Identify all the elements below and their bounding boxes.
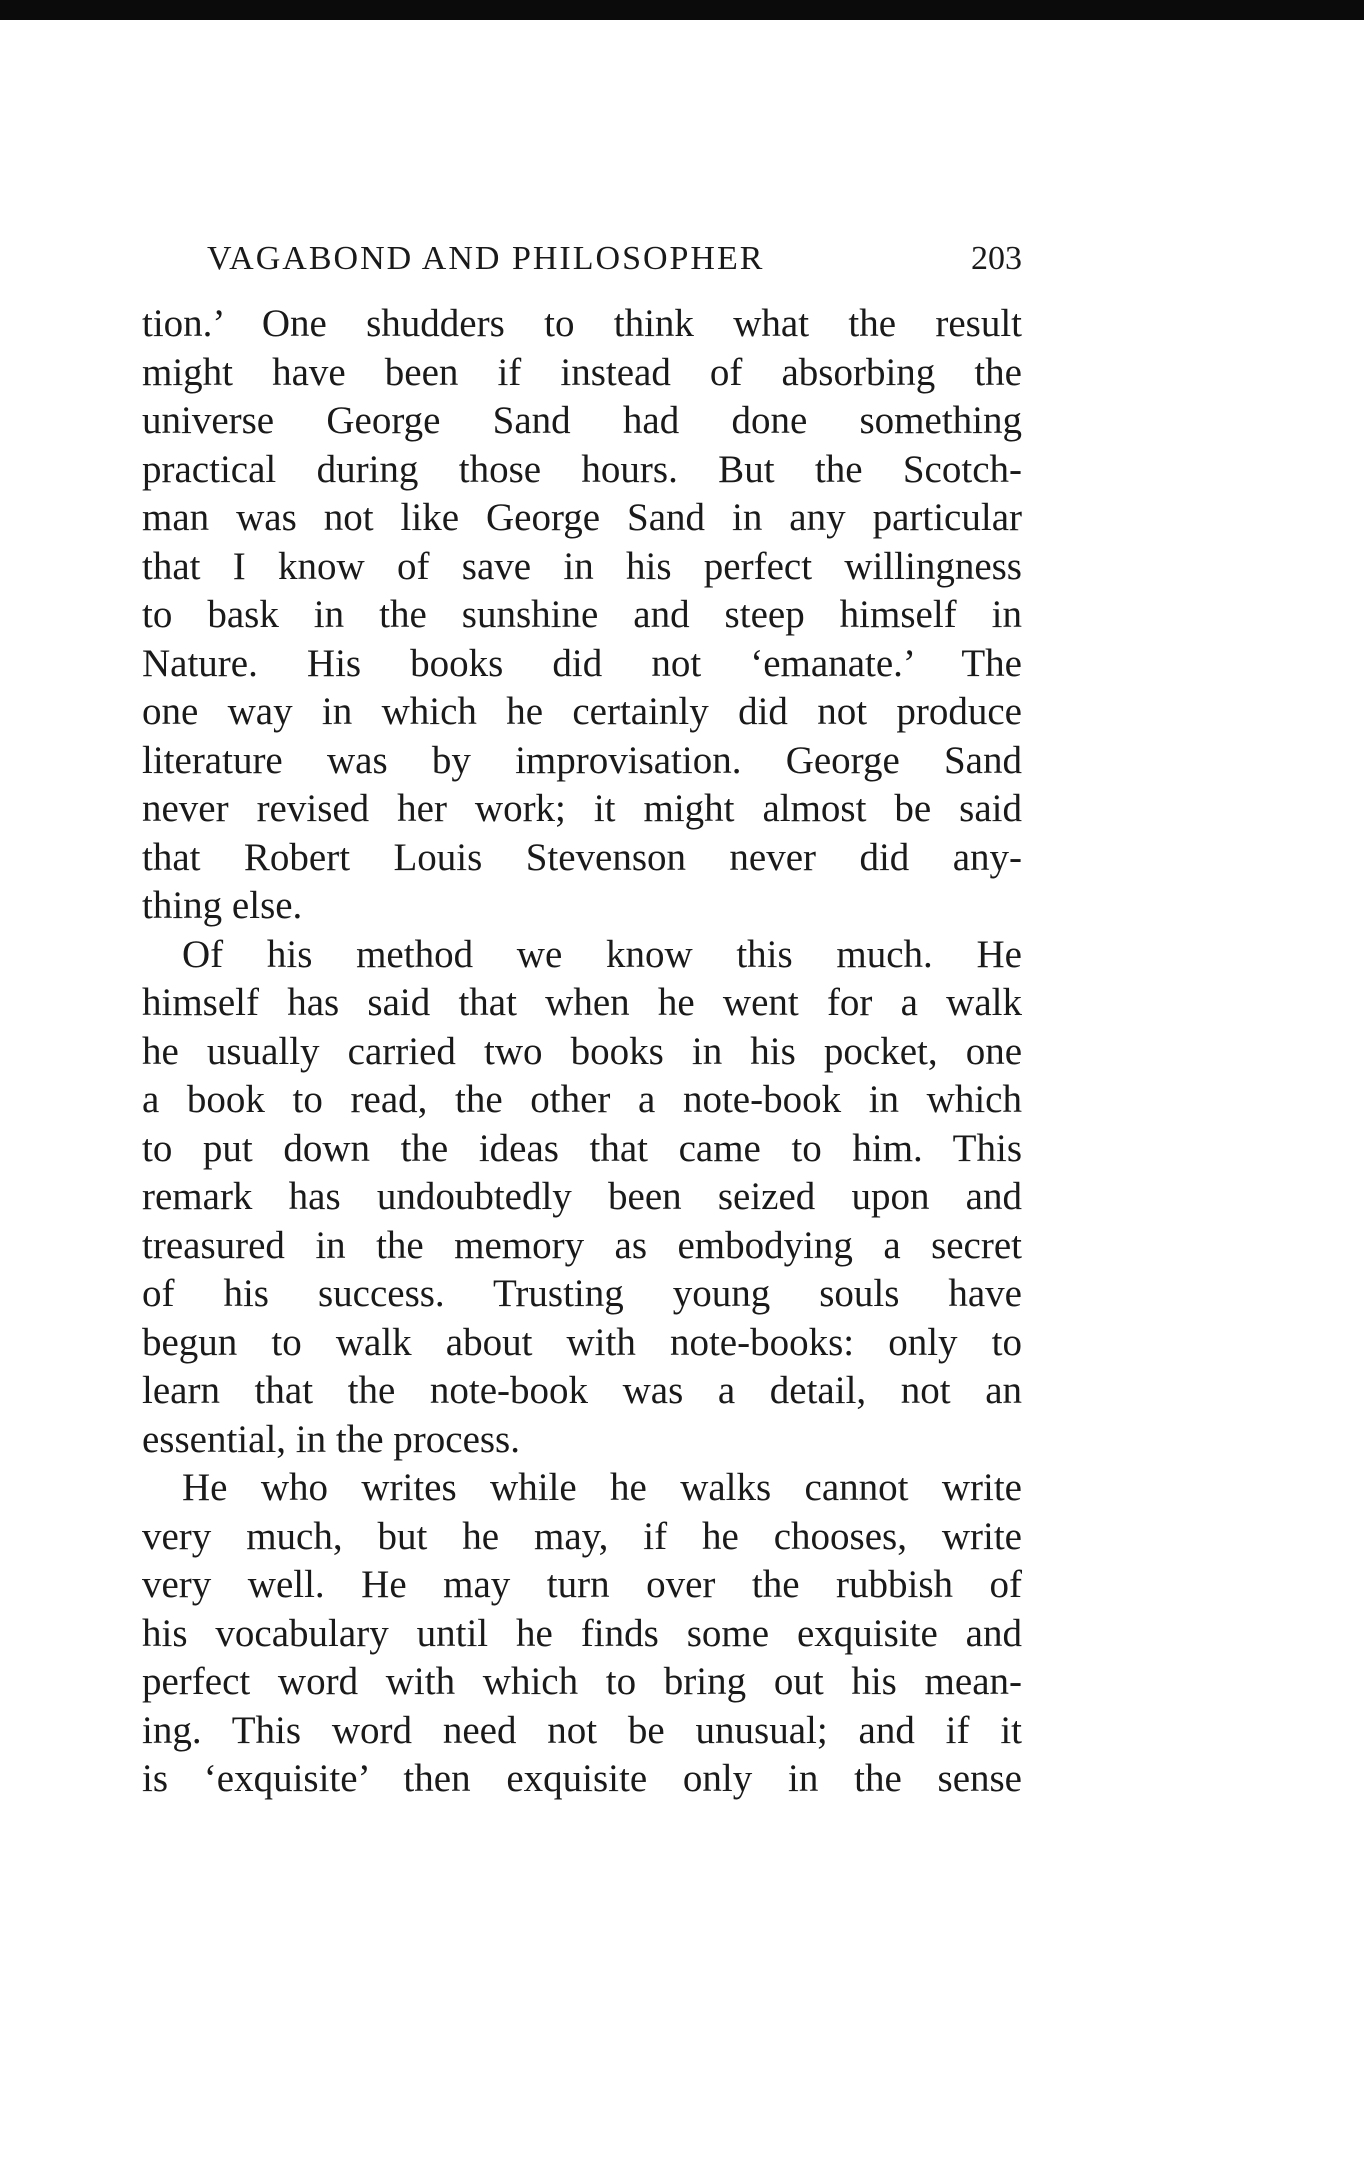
- text-line: essential, in the process.: [142, 1417, 520, 1461]
- running-title: VAGABOND AND PHILOSOPHER: [207, 240, 765, 277]
- paragraph-3: [142, 1464, 1022, 1804]
- text-line: tion.’ One shudders to think what the result: [142, 302, 1022, 345]
- body-text: [142, 300, 1022, 1804]
- text-line: literature was by improvisation. George Sand: [142, 738, 1022, 782]
- text-line: he usually carried two books in his pocket, one: [142, 1029, 1022, 1073]
- paragraph-2: [142, 931, 1022, 1465]
- text-line: man was not like George Sand in any particular: [142, 496, 1022, 539]
- text-line: perfect word with which to bring out his mean-: [142, 1660, 1022, 1703]
- text-line: Nature. His books did not ‘emanate.’ The: [142, 641, 1022, 685]
- text-line: never revised her work; it might almost be said: [142, 787, 1022, 830]
- text-line: universe George Sand had done something: [142, 399, 1022, 442]
- text-line: to bask in the sunshine and steep himself in: [142, 593, 1022, 636]
- text-line: ing. This word need not be unusual; and if it: [142, 1708, 1022, 1752]
- text-line: practical during those hours. But the Scotch-: [142, 447, 1022, 491]
- text-line: begun to walk about with note-books: only to: [142, 1320, 1022, 1364]
- text-line: Of his method we know this much. He: [182, 932, 1022, 976]
- text-line: is ‘exquisite’ then exquisite only in the sense: [142, 1757, 1022, 1800]
- paragraph-1: [142, 300, 1022, 931]
- text-line: of his success. Trusting young souls have: [142, 1272, 1022, 1315]
- running-head: [142, 240, 1022, 300]
- text-line: one way in which he certainly did not produce: [142, 690, 1022, 733]
- text-line: very well. He may turn over the rubbish of: [142, 1563, 1022, 1606]
- text-line: treasured in the memory as embodying a secret: [142, 1223, 1022, 1267]
- text-line: remark has undoubtedly been seized upon and: [142, 1175, 1022, 1218]
- text-line: might have been if instead of absorbing the: [142, 350, 1022, 394]
- text-line: very much, but he may, if he chooses, write: [142, 1514, 1022, 1558]
- scan-top-edge: [0, 0, 1364, 20]
- text-line: thing else.: [142, 884, 303, 927]
- text-line: that I know of save in his perfect willingness: [142, 544, 1022, 588]
- text-line: his vocabulary until he finds some exquisite and: [142, 1611, 1022, 1655]
- book-page: [142, 240, 1022, 1804]
- text-line: learn that the note-book was a detail, not an: [142, 1369, 1022, 1412]
- text-line: He who writes while he walks cannot write: [182, 1466, 1022, 1509]
- text-line: to put down the ideas that came to him. This: [142, 1126, 1022, 1170]
- text-line: himself has said that when he went for a walk: [142, 981, 1022, 1024]
- text-line: a book to read, the other a note-book in which: [142, 1078, 1022, 1121]
- text-line: that Robert Louis Stevenson never did any-: [142, 835, 1022, 879]
- page-number: 203: [971, 240, 1022, 277]
